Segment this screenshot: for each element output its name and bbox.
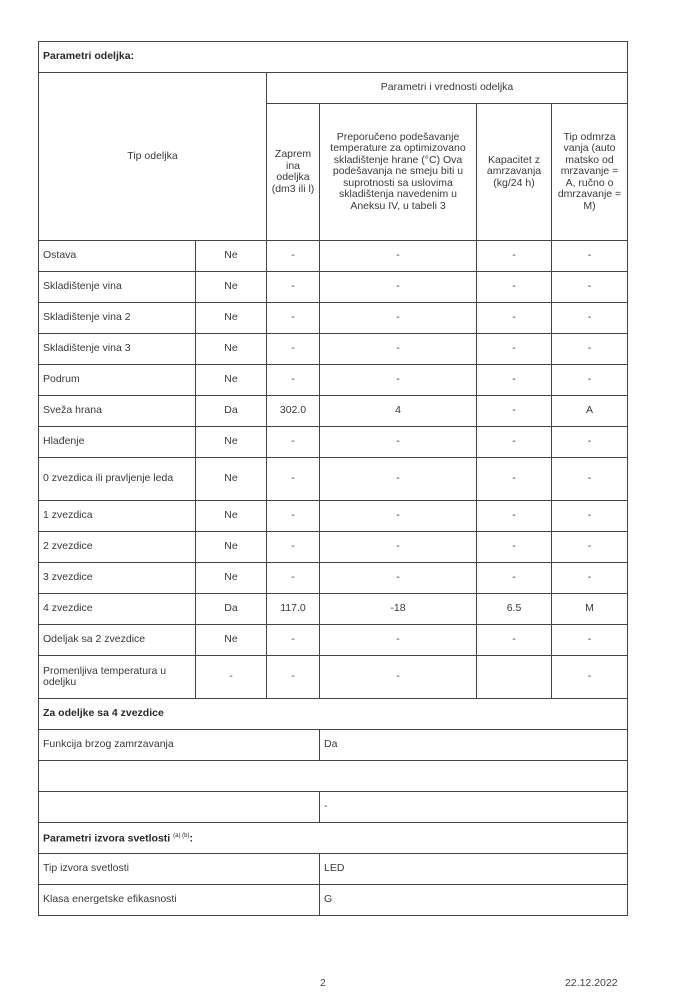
compartment-defrost-type: - (552, 365, 628, 396)
header-temperature: Preporučeno podešavanje temperature za optimizovano skladištenje hrane (°C) Ova podešavanja ne smeju biti u suprotnosti sa uslovima skladištenja navedenim u Aneksu IV, u tabeli 3 (320, 104, 477, 241)
compartment-present: Da (196, 594, 267, 625)
table-row (39, 594, 628, 625)
light-type-value: LED (320, 854, 628, 885)
compartment-defrost-type: - (552, 563, 628, 594)
compartment-present: Ne (196, 625, 267, 656)
compartment-freezing-capacity: - (477, 625, 552, 656)
table-row (39, 303, 628, 334)
compartment-defrost-type: M (552, 594, 628, 625)
compartment-volume: - (267, 625, 320, 656)
compartment-freezing-capacity: - (477, 501, 552, 532)
compartment-name: 0 zvezdica ili pravljenje leda (39, 458, 196, 501)
compartment-temperature: - (320, 303, 477, 334)
compartment-defrost-type: - (552, 458, 628, 501)
compartment-freezing-capacity: - (477, 458, 552, 501)
compartment-name: 1 zvezdica (39, 501, 196, 532)
compartment-temperature: - (320, 563, 477, 594)
compartment-defrost-type: - (552, 303, 628, 334)
table-row (39, 334, 628, 365)
table-row (39, 272, 628, 303)
compartment-freezing-capacity: - (477, 563, 552, 594)
light-section-title-text: Parametri izvora svetlosti (43, 832, 171, 845)
compartment-volume: - (267, 458, 320, 501)
compartment-defrost-type: - (552, 241, 628, 272)
table-row (39, 625, 628, 656)
compartment-name: 4 zvezdice (39, 594, 196, 625)
compartment-temperature: - (320, 365, 477, 396)
page-number: 2 (320, 977, 326, 989)
compartment-name: Skladištenje vina (39, 272, 196, 303)
compartment-freezing-capacity: - (477, 532, 552, 563)
table-row (39, 427, 628, 458)
compartment-defrost-type: - (552, 501, 628, 532)
compartment-defrost-type: - (552, 532, 628, 563)
compartment-temperature: - (320, 334, 477, 365)
compartment-volume: - (267, 563, 320, 594)
compartment-freezing-capacity: - (477, 241, 552, 272)
compartment-present: Ne (196, 427, 267, 458)
compartment-temperature: -18 (320, 594, 477, 625)
light-section-suffix: : (189, 832, 193, 845)
blank-row (39, 761, 628, 792)
compartment-present: Ne (196, 532, 267, 563)
compartment-freezing-capacity: - (477, 396, 552, 427)
compartment-temperature: - (320, 656, 477, 699)
compartment-volume: - (267, 427, 320, 458)
table-row (39, 365, 628, 396)
fast-freeze-value: Da (320, 730, 628, 761)
compartment-defrost-type: - (552, 334, 628, 365)
compartment-present: Ne (196, 241, 267, 272)
compartment-freezing-capacity: - (477, 303, 552, 334)
compartment-temperature: - (320, 532, 477, 563)
compartment-freezing-capacity: - (477, 272, 552, 303)
compartment-defrost-type: - (552, 656, 628, 699)
compartment-name: Sveža hrana (39, 396, 196, 427)
compartment-temperature: - (320, 625, 477, 656)
header-compartment-type: Tip odeljka (39, 73, 267, 241)
compartment-defrost-type: - (552, 625, 628, 656)
compartment-freezing-capacity: 6.5 (477, 594, 552, 625)
header-freezing-capacity: Kapacitet z amrzavanja (kg/24 h) (477, 104, 552, 241)
compartment-volume: - (267, 365, 320, 396)
compartment-volume: - (267, 501, 320, 532)
table-row (39, 241, 628, 272)
table-row (39, 458, 628, 501)
light-source-section-title (39, 823, 628, 854)
energy-class-label: Klasa energetske efikasnosti (39, 885, 320, 916)
light-type-label: Tip izvora svetlosti (39, 854, 320, 885)
compartment-temperature: - (320, 501, 477, 532)
compartment-volume: - (267, 532, 320, 563)
compartment-volume: - (267, 303, 320, 334)
compartment-name: Hlađenje (39, 427, 196, 458)
compartment-name: Skladištenje vina 2 (39, 303, 196, 334)
compartment-present: Ne (196, 563, 267, 594)
compartment-freezing-capacity: - (477, 334, 552, 365)
compartment-present: Ne (196, 458, 267, 501)
compartment-volume: - (267, 334, 320, 365)
compartment-present: Ne (196, 303, 267, 334)
compartment-present: Da (196, 396, 267, 427)
compartment-temperature: - (320, 272, 477, 303)
table-row (39, 532, 628, 563)
unlabeled-row-value: - (320, 792, 628, 823)
compartment-name: Skladištenje vina 3 (39, 334, 196, 365)
compartment-temperature: 4 (320, 396, 477, 427)
unlabeled-row-label (39, 792, 320, 823)
compartment-temperature: - (320, 458, 477, 501)
fast-freeze-label: Funkcija brzog zamrzavanja (39, 730, 320, 761)
compartment-defrost-type: - (552, 272, 628, 303)
compartment-volume: - (267, 272, 320, 303)
compartment-defrost-type: A (552, 396, 628, 427)
compartment-freezing-capacity: - (477, 365, 552, 396)
table-row (39, 563, 628, 594)
compartment-name: Promenljiva temperatura u odeljku (39, 656, 196, 699)
compartment-volume: 117.0 (267, 594, 320, 625)
energy-class-value: G (320, 885, 628, 916)
compartment-present: Ne (196, 272, 267, 303)
compartment-temperature: - (320, 241, 477, 272)
compartment-temperature: - (320, 427, 477, 458)
header-volume: Zaprem ina odeljka (dm3 ili l) (267, 104, 320, 241)
four-star-section-title: Za odeljke sa 4 zvezdice (39, 699, 628, 730)
compartment-present: Ne (196, 334, 267, 365)
table-title: Parametri odeljka: (39, 42, 628, 73)
compartment-freezing-capacity (477, 656, 552, 699)
compartment-parameters-table (38, 41, 628, 916)
compartment-volume: 302.0 (267, 396, 320, 427)
compartment-name: Podrum (39, 365, 196, 396)
header-defrost-type: Tip odmrza vanja (auto matsko od mrzavanje = A, ručno o dmrzavanje = M) (552, 104, 628, 241)
compartment-present: Ne (196, 501, 267, 532)
compartment-name: 3 zvezdice (39, 563, 196, 594)
table-row (39, 656, 628, 699)
footnote-markers: (a) (b) (173, 833, 190, 839)
document-date: 22.12.2022 (565, 977, 618, 989)
compartment-name: 2 zvezdice (39, 532, 196, 563)
table-row (39, 396, 628, 427)
compartment-present: - (196, 656, 267, 699)
compartment-freezing-capacity: - (477, 427, 552, 458)
compartment-name: Ostava (39, 241, 196, 272)
compartment-defrost-type: - (552, 427, 628, 458)
table-row (39, 501, 628, 532)
header-group-label: Parametri i vrednosti odeljka (267, 73, 628, 104)
compartment-volume: - (267, 656, 320, 699)
compartment-present: Ne (196, 365, 267, 396)
compartment-name: Odeljak sa 2 zvezdice (39, 625, 196, 656)
compartment-volume: - (267, 241, 320, 272)
